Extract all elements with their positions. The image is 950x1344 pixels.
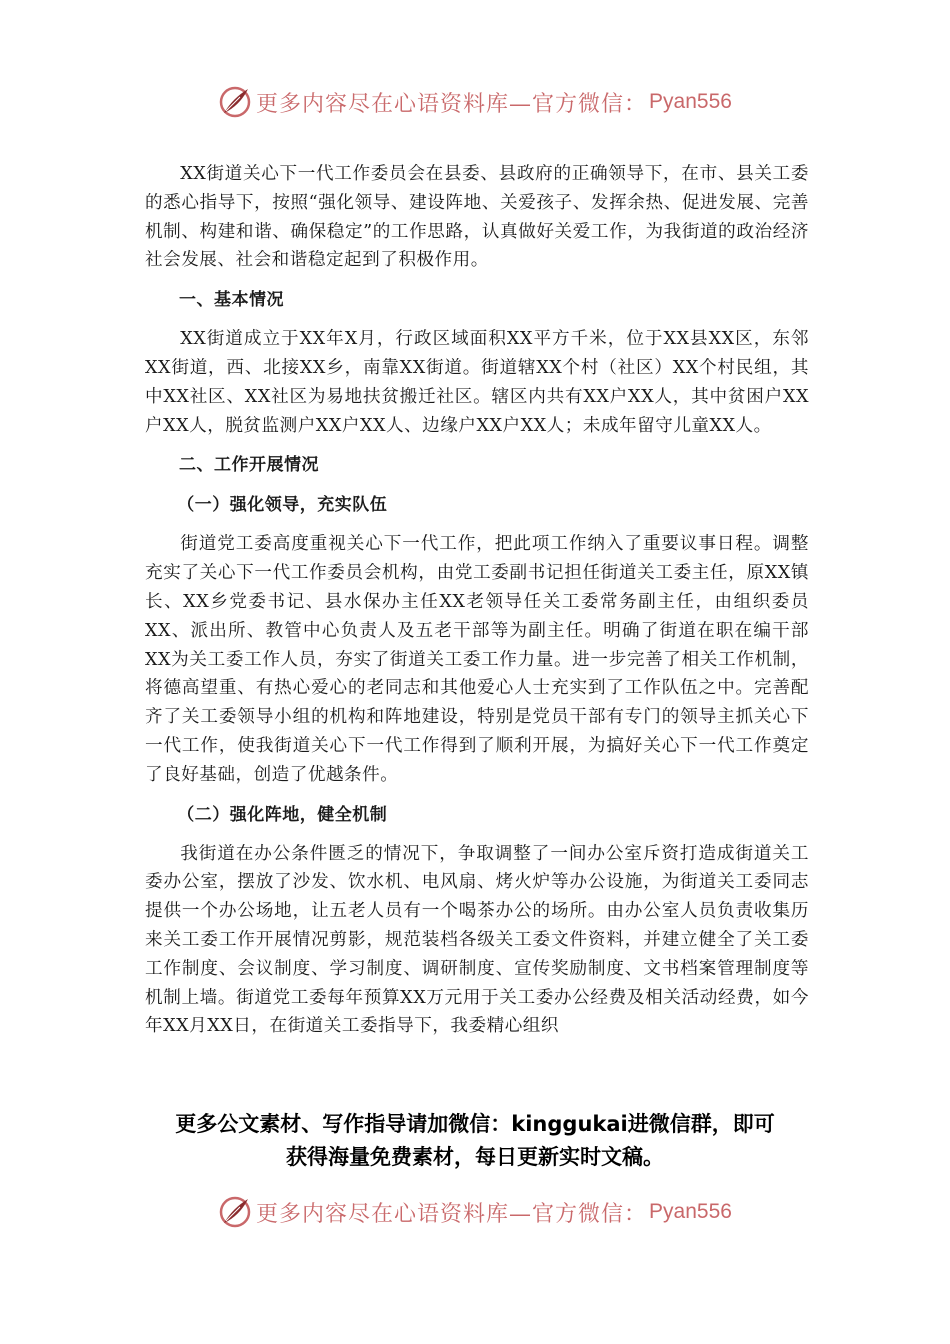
document-body [145, 160, 809, 1037]
footer-banner-wechat-id: Pyan556 [649, 1200, 732, 1223]
section1-heading: 一、基本情况 [179, 290, 284, 311]
quill-logo-icon [218, 1195, 252, 1229]
subsection2-paragraph: 我街道在办公条件匮乏的情况下，争取调整了一间办公室斥资打造成街道关工委办公室，摆放了沙发、饮水机、电风扇、烤火炉等办公设施，为街道关工委同志提供一个办公场地，让五老人员有一个喝茶办公的场所。由办公室人员负责收集历来关工委工作开展情况剪影，规范装档各级关工委文件资料，并建立健全了关工委工作制度、会议制度、学习制度、调研制度、宣传奖励制度、文书档案管理制度等机制上墙。街道党工委每年预算XX万元用于关工委办公经费及相关活动经费，如今年XX月XX日，在街道关工委指导下，我委精心组织 [145, 843, 809, 1037]
subsection1-heading: （一）强化领导，充实队伍 [177, 495, 388, 516]
promo-line-2: 获得海量免费素材，每日更新实时文稿。 [286, 1145, 664, 1169]
footer-banner-text: 更多内容尽在心语资料库—官方微信： [256, 1201, 648, 1227]
subsection1-paragraph: 街道党工委高度重视关心下一代工作，把此项工作纳入了重要议事日程。调整充实了关心下一代工作委员会机构，由党工委副书记担任街道关工委主任，原XX镇长、XX乡党委书记、县水保办主任XX老领导任关工委常务副主任，由组织委员XX、派出所、教管中心负责人及五老干部等为副主任。明确了街道在职在编干部XX为关工委工作人员，夯实了街道关工委工作力量。进一步完善了相关工作机制，将德高望重、有热心爱心的老同志和其他爱心人士充实到了工作队伍之中。完善配齐了关工委领导小组的机构和阵地建设，特别是党员干部有专门的领导主抓关心下一代工作，使我街道关心下一代工作得到了顺利开展，为搞好关心下一代工作奠定了良好基础，创造了优越条件。 [145, 534, 809, 785]
promo-line-1: 更多公文素材、写作指导请加微信：kinggukai进微信群，即可 [175, 1112, 775, 1136]
promo-block [0, 1108, 950, 1174]
intro-paragraph: XX街道关心下一代工作委员会在县委、县政府的正确领导下，在市、县关工委的悉心指导下，按照“强化领导、建设阵地、关爱孩子、发挥余热、促进发展、完善机制、构建和谐、确保稳定”的工作思路，认真做好关爱工作，为我街道的政治经济社会发展、社会和谐稳定起到了积极作用。 [145, 164, 809, 271]
section2-heading: 二、工作开展情况 [179, 455, 319, 476]
header-banner-wechat-id: Pyan556 [649, 90, 732, 113]
quill-logo-icon [218, 85, 252, 119]
subsection2-heading: （二）强化阵地，健全机制 [177, 804, 388, 825]
section1-paragraph: XX街道成立于XX年X月，行政区域面积XX平方千米，位于XX县XX区，东邻XX街道，西、北接XX乡，南靠XX街道。街道辖XX个村（社区）XX个村民组，其中XX社区、XX社区为易地扶贫搬迁社区。辖区内共有XX户XX人，其中贫困户XX户XX人，脱贫监测户XX户XX人、边缘户XX户XX人；未成年留守儿童XX人。 [145, 329, 809, 436]
header-banner-text: 更多内容尽在心语资料库—官方微信： [256, 91, 648, 117]
footer-banner [0, 1192, 950, 1232]
header-banner [0, 82, 950, 122]
